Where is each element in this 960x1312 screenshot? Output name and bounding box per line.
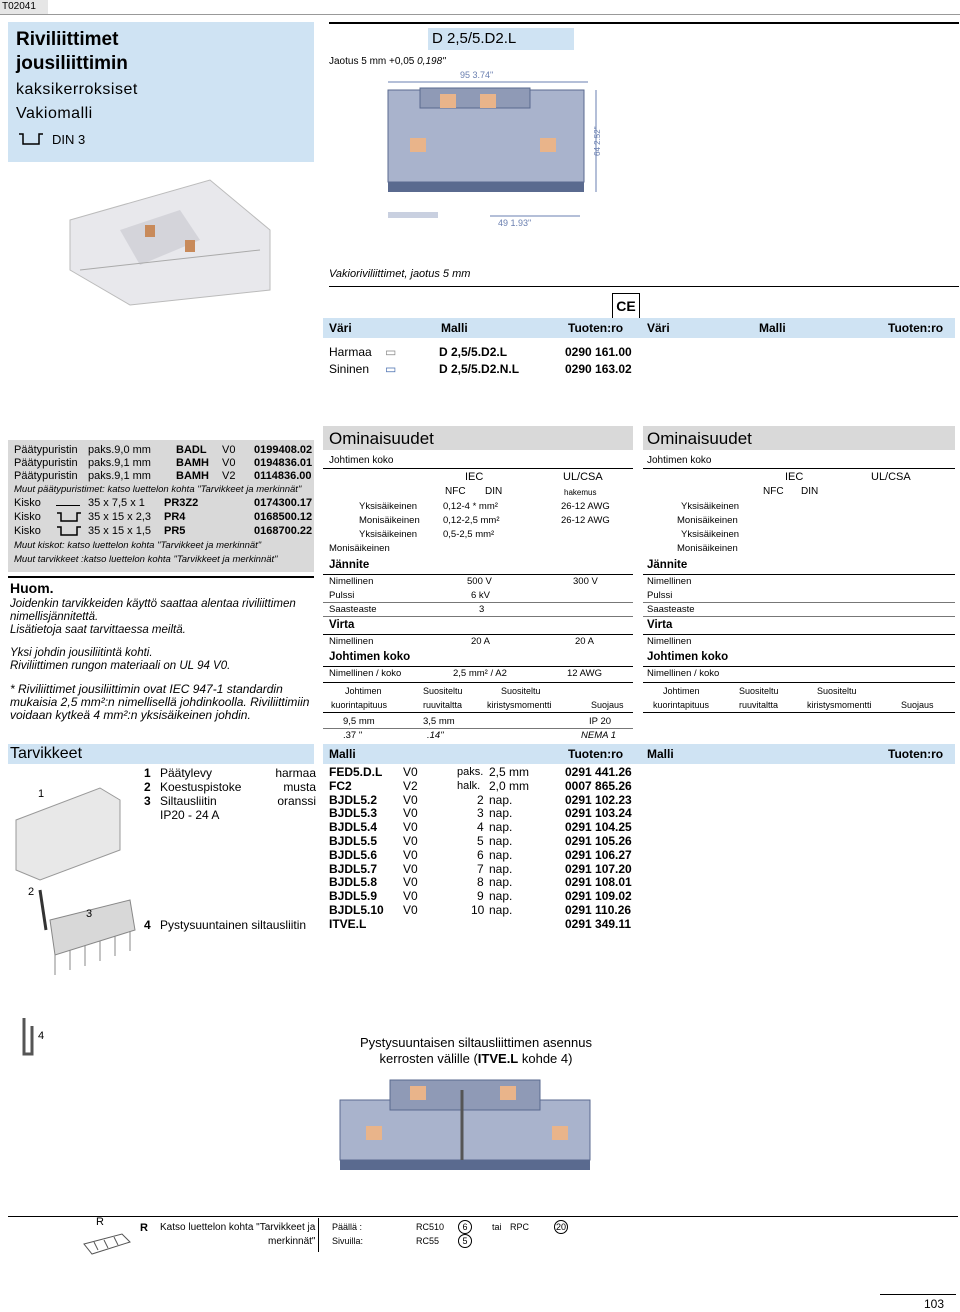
endclamp-row [14,470,314,483]
acc-v: V0 [222,457,236,469]
label-3: 3 [86,908,93,920]
label-4: 4 [38,1030,45,1042]
part-row [329,821,639,835]
tarvike-color: harmaa [275,766,316,780]
tarvike-name: Päätylevy [160,766,213,780]
part-v: V0 [403,847,418,862]
part-model: ITVE.L [329,916,367,931]
acc-size: paks.9,1 mm [88,470,151,482]
part-s: 2,5 mm [489,765,530,779]
col-kiristys: kiristysmomentti [487,700,552,710]
v-ul: 300 V [573,576,598,587]
col-tuote-1: Tuoten:ro [568,321,624,335]
parts-list [329,766,639,932]
part-s: nap. [489,902,513,917]
footer-scode: RC55 [416,1236,440,1246]
label-2: 2 [28,886,35,898]
col-suositeltu: Suositeltu [423,686,463,696]
col-johtimen: Johtimen [345,686,382,696]
bridge-caption-l1: Pystysuuntaisen siltausliittimen asennus [360,1035,592,1050]
part-code: 0007 865.26 [565,778,632,793]
part-row [329,794,639,808]
part-code: 0291 107.20 [565,861,632,876]
col-kiristys-r: kiristysmomentti [807,700,872,710]
footer-pn2: 20 [555,1222,566,1232]
hakemus: hakemus [564,488,597,497]
part-code: 0291 441.26 [565,765,632,779]
part-model: BJDL5.2 [329,792,378,807]
title-box [8,22,314,162]
johdinkoko-left: Johtimen koko [329,455,394,466]
rail-type: Kisko [14,497,41,509]
row-ul: 26-12 AWG [561,501,610,512]
part-s: nap. [489,875,513,890]
footer-pn: 6 [458,1220,472,1234]
col-suojaus: Suojaus [591,700,624,710]
tarvike-row [144,766,316,780]
row-label: Monisäikeinen [329,543,390,554]
huom-title: Huom. [10,580,54,596]
part-v: V0 [403,875,418,890]
rail-flat-icon [56,499,80,506]
color-row [329,344,649,361]
col-vari-1: Väri [329,321,352,335]
acc-code: 0194836.01 [254,457,313,469]
rail-deep-icon [56,511,82,523]
size-label: Nimellinen / koko [329,668,402,679]
col-suojaus-r: Suojaus [901,700,934,710]
part-row [329,780,639,794]
part-model: BJDL5.6 [329,847,378,862]
tarvike-color: musta [283,780,316,794]
acc-size: paks.9,1 mm [88,457,151,469]
part-model: BJDL5.8 [329,875,378,890]
part-code: 0291 102.23 [565,792,632,807]
acc-model: BADL [176,444,207,456]
part-s: nap. [489,792,513,807]
part-v: V0 [403,792,418,807]
title-line4: Vakiomalli [16,105,93,122]
row-iec: 0,12-4 * mm² [443,501,498,512]
part-v: V0 [403,765,418,779]
huom-rule [8,576,314,578]
col-malli-2: Malli [759,321,786,335]
terminal-icon: ▭ [385,345,397,359]
color-rows [329,344,649,378]
part-row [329,849,639,863]
tarvike-row [144,808,316,822]
rail-deep-icon [56,525,82,537]
part-code: 0291 349.11 [565,916,632,931]
col-suositeltu2: Suositeltu [501,686,541,696]
part-model: BJDL5.7 [329,861,378,876]
part-code: 0291 105.26 [565,833,632,848]
tarvike-name: Siltausliitin [160,794,217,808]
col-ruuvitaltta-r: ruuvitaltta [739,700,779,710]
v-label-r: Nimellinen [647,576,692,587]
val-strip: 9,5 mm [343,716,375,727]
marker-r-label: R [96,1216,104,1228]
tarvike-num: 1 [144,766,151,780]
bridge-caption-l2b: ITVE.L [477,1051,519,1066]
row-iec: 0,5-2,5 mm² [443,529,495,540]
huom-p5: * Riviliittimet jousiliittimin ovat IEC 947-1 standardin mukaisia 2,5 mm²:n nimellisellä johdinkoolla. Riviliittimiin voidaan kytkeä 4 mm²:n yksisäikeinen johdin. [10,682,310,722]
v-label: Saasteaste [329,604,377,615]
page-number: 103 [924,1297,945,1311]
part-q: 3 [477,806,484,821]
tarvike-row-4 [144,918,316,932]
col-kuorinta-r: kuorintapituus [653,700,710,710]
val-screwdriver-in: .14" [427,730,444,741]
ulcsa-left: UL/CSA [563,471,603,483]
rail-size: 35 x 15 x 1,5 [88,525,151,537]
rail-model: PR5 [164,525,186,537]
iec-left: IEC [465,471,484,483]
tool-table [323,684,955,744]
part-q: halk. [457,779,481,792]
parts-col-malli-r: Malli [647,747,674,761]
part-row [329,766,639,780]
footer-rtext2: merkinnät" [268,1236,316,1247]
parts-col-tuote-r: Tuoten:ro [888,747,944,761]
model-code-box: D 2,5/5.D2.L [428,28,574,50]
terminal-icon: ▭ [385,362,397,376]
size-label-r: Nimellinen / koko [647,668,720,679]
footer-paalla: Päällä : [332,1222,363,1232]
bridge-caption-l2c: kohde 4) [518,1051,573,1066]
huom-text [10,598,316,722]
props-title-left: Ominaisuudet [329,429,434,448]
v-label: Nimellinen [329,576,374,587]
acc-v: V0 [222,444,236,456]
ce-mark-icon: CE [612,293,640,319]
dim-side: 64 2.52" [593,126,602,156]
current-iec: 20 A [471,636,491,647]
part-model: FED5.D.L [329,765,383,779]
row-label-r: Monisäikeinen [677,515,738,526]
part-model: BJDL5.3 [329,806,378,821]
product-code: 0290 163.02 [565,362,632,376]
huom-p2: Lisätietoja saat tarvittaessa meiltä. [10,624,186,636]
rail-note: Muut kiskot: katso luettelon kohta "Tarvikkeet ja merkinnät" [14,540,262,551]
part-v: V0 [403,902,418,917]
label-1: 1 [38,788,45,800]
col-malli-1: Malli [441,321,468,335]
v-label-r: Saasteaste [647,604,695,615]
nfc-left: NFC [445,486,466,497]
part-row [329,863,639,877]
part-row [329,890,639,904]
rail-code: 0168700.22 [254,525,313,537]
acc-code: 0114836.00 [254,470,312,482]
rail-model: PR4 [164,511,186,523]
val-ip: IP 20 [589,716,612,727]
v-iec: 3 [479,604,485,615]
virta-left: Virta [329,619,355,631]
tarvike-name: IP20 - 24 A [160,808,220,822]
part-v: V2 [403,778,418,793]
props-title-right: Ominaisuudet [647,429,752,448]
accessories-list [14,444,314,566]
col-johtimen-r: Johtimen [663,686,700,696]
col-ruuvitaltta: ruuvitaltta [423,700,463,710]
row-iec: 0,12-2,5 mm² [443,515,500,526]
footer-sivuilla: Sivuilla: [332,1236,364,1246]
tarvike-num: 2 [144,780,151,794]
acc-v: V2 [222,470,236,482]
part-code: 0291 103.24 [565,806,632,821]
bridge-caption-l2 [356,1051,596,1067]
other-note: Muut tarvikkeet :katso luettelon kohta "Tarvikkeet ja merkinnät" [14,554,278,565]
part-q: 7 [477,861,484,876]
tarvike-color: oranssi [277,794,316,808]
rail-row [14,497,314,511]
part-row [329,807,639,821]
part-code: 0291 106.27 [565,847,632,862]
part-s: nap. [489,833,513,848]
model: D 2,5/5.D2.N.L [439,362,520,376]
rail-type: Kisko [14,525,41,537]
current-ul: 20 A [575,636,595,647]
din-left: DIN [485,486,503,497]
footer-sn: 5 [458,1234,472,1248]
virta-right: Virta [647,619,673,631]
huom-p3: Yksi johdin jousiliitintä kohti. [10,647,153,659]
part-s: nap. [489,847,513,862]
size-iec: 2,5 mm² / A2 [453,668,507,679]
part-row [329,904,639,918]
row-label: Yksisäikeinen [359,529,418,540]
current-label-r: Nimellinen [647,636,692,647]
johdinkoko2-right: Johtimen koko [647,651,729,663]
part-model: BJDL5.9 [329,889,378,904]
parts-col-tuote: Tuoten:ro [568,747,624,761]
row-label-r: Yksisäikeinen [681,529,740,540]
acc-code: 0199408.02 [254,444,313,456]
part-code: 0291 108.01 [565,875,632,890]
caption: Vakioriviliittimet, jaotus 5 mm [329,268,471,280]
footer-r: R [140,1222,148,1234]
rail-model: PR3Z2 [164,497,199,509]
footer-tai: tai [492,1222,502,1232]
rail-code: 0174300.17 [254,497,313,509]
part-v: V0 [403,806,418,821]
tarvikkeet-title: Tarvikkeet [8,744,314,764]
size-ul: 12 AWG [567,668,603,679]
col-vari-2: Väri [647,321,670,335]
pitch-mm: Jaotus 5 mm +0,05 [329,56,415,67]
part-s: 2,0 mm [489,778,530,793]
row-label-r: Yksisäikeinen [681,501,740,512]
part-code: 0291 110.26 [565,902,632,917]
acc-type: Päätypuristin [14,457,78,469]
part-q: 5 [477,833,484,848]
color-name: Harmaa [329,345,372,359]
part-s: nap. [489,806,513,821]
iec-right: IEC [785,471,804,483]
tarvike-name: Pystysuuntainen siltausliitin [160,918,307,932]
tarvike-items [144,766,316,822]
title-line1: Riviliittimet [16,29,119,50]
acc-type: Päätypuristin [14,444,78,456]
part-row [329,876,639,890]
rail-row [14,525,314,539]
part-row [329,918,639,932]
tarvike-row [144,794,316,808]
bridge-caption [356,1035,596,1067]
row-label: Yksisäikeinen [359,501,418,512]
part-s: nap. [489,820,513,835]
rail-type: Kisko [14,511,41,523]
footer-pcode2: RPC [510,1222,530,1232]
caption-rule [329,286,959,287]
johdinkoko2-left: Johtimen koko [329,651,411,663]
bridge-caption-l2a: kerrosten välille ( [379,1051,478,1066]
acc-model: BAMH [176,470,209,482]
ulcsa-right: UL/CSA [871,471,911,483]
tarvike-row [144,780,316,794]
jannite-right: Jännite [647,559,688,571]
part-v: V0 [403,889,418,904]
current-label: Nimellinen [329,636,374,647]
bridge-installation-drawing [330,1070,600,1180]
part-model: BJDL5.4 [329,820,378,835]
rail-row [14,511,314,525]
v-iec: 500 V [467,576,492,587]
footer-pcode: RC510 [416,1222,445,1232]
dim-top: 95 3.74" [460,70,494,80]
part-q: 2 [477,792,484,807]
part-row [329,835,639,849]
part-s: nap. [489,889,513,904]
part-q: 6 [477,847,484,862]
v-label-r: Pulssi [647,590,673,601]
part-q: 4 [477,820,484,835]
properties-panel [323,426,955,714]
tarvike-num: 4 [144,918,151,932]
val-screwdriver: 3,5 mm [423,716,455,727]
din-right: DIN [801,486,819,497]
acc-model: BAMH [176,457,209,469]
v-iec: 6 kV [471,590,491,601]
endclamp-note: Muut päätypuristimet: katso luettelon kohta "Tarvikkeet ja merkinnät" [14,484,302,495]
footer-rtext1: Katso luettelon kohta "Tarvikkeet ja [160,1222,316,1233]
parts-col-malli: Malli [329,747,356,761]
marker-strip-icon [82,1232,132,1256]
din-rail-icon [18,132,44,146]
tarvike-name: Koestuspistoke [160,780,242,794]
part-q: 8 [477,875,484,890]
nfc-right: NFC [763,486,784,497]
col-suositeltu-r: Suositeltu [739,686,779,696]
part-model: BJDL5.10 [329,902,384,917]
title-line2: jousiliittimin [16,53,128,74]
header-rule [329,22,959,24]
din-label: DIN 3 [52,132,86,147]
product-photo [60,170,280,310]
part-v: V0 [403,820,418,835]
title-line3: kaksikerroksiset [16,81,138,98]
part-q: paks. [457,766,484,778]
rail-code: 0168500.12 [254,511,313,523]
footer-rule [8,1216,958,1217]
rail-size: 35 x 7,5 x 1 [88,497,145,509]
acc-size: paks.9,0 mm [88,444,151,456]
model: D 2,5/5.D2.L [439,345,508,359]
pitch-inch: 0,198" [417,56,446,67]
product-code: 0290 161.00 [565,345,632,359]
part-code: 0291 109.02 [565,889,632,904]
part-v: V0 [403,833,418,848]
jannite-left: Jännite [329,559,370,571]
row-label-r: Monisäikeinen [677,543,738,554]
col-tuote-2: Tuoten:ro [888,321,944,335]
part-s: nap. [489,861,513,876]
parts-header [323,744,955,764]
endclamp-row [14,457,314,470]
col-suositeltu2-r: Suositeltu [817,686,857,696]
part-model: FC2 [329,778,352,793]
tarvike-num: 3 [144,794,151,808]
col-kuorinta: kuorintapituus [331,700,388,710]
dimension-drawing [380,66,610,236]
huom-p4: Riviliittimen rungon materiaali on UL 94 V0. [10,660,231,672]
val-strip-in: .37 " [343,730,363,741]
top-rule [0,14,960,15]
huom-p1: Joidenkin tarvikkeiden käyttö saattaa alentaa riviliittimen nimellisjännitettä. [10,598,296,623]
val-nema: NEMA 1 [581,730,617,741]
dim-bottom: 49 1.93" [498,218,532,228]
color-table-header [323,318,955,338]
doc-code: T02041 [0,0,48,14]
color-name: Sininen [329,362,370,376]
acc-type: Päätypuristin [14,470,78,482]
color-row [329,361,649,378]
part-v: V0 [403,861,418,876]
endclamp-row [14,444,314,457]
v-label: Pulssi [329,590,355,601]
part-model: BJDL5.5 [329,833,378,848]
part-q: 9 [477,889,484,904]
row-ul: 26-12 AWG [561,515,610,526]
rail-size: 35 x 15 x 2,3 [88,511,151,523]
conductor-rows [323,499,955,555]
row-label: Monisäikeinen [359,515,420,526]
johdinkoko-right: Johtimen koko [647,455,712,466]
part-code: 0291 104.25 [565,820,632,835]
part-q: 10 [471,902,485,917]
